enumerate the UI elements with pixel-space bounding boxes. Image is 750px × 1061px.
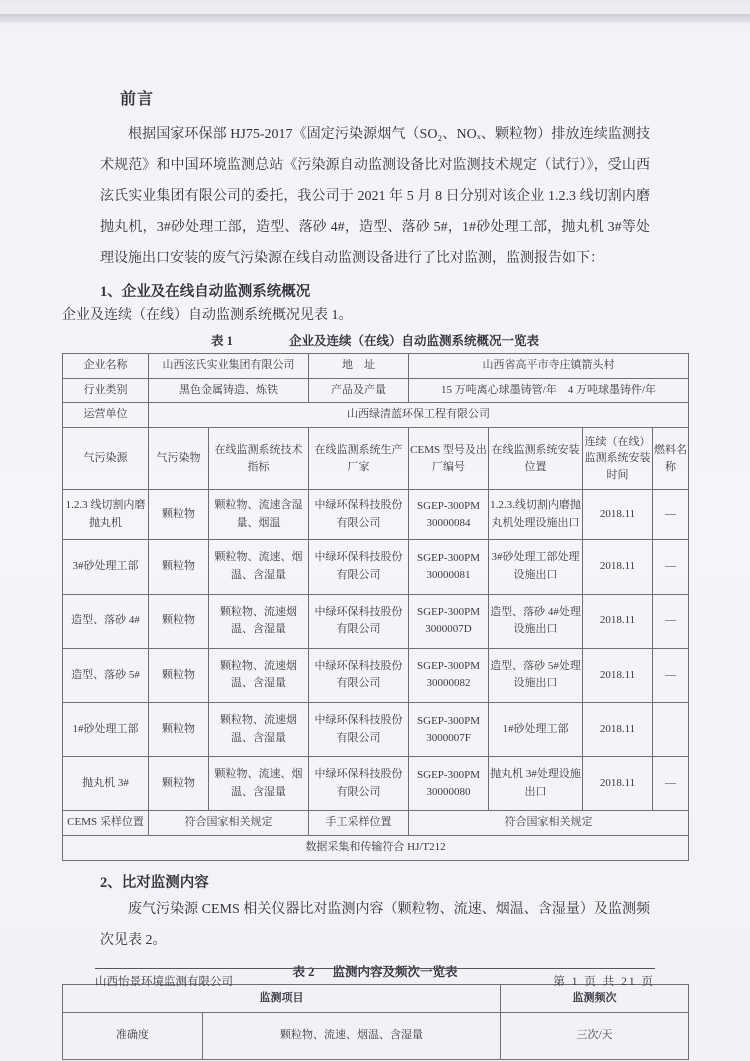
cell-fuel: — [653, 594, 689, 648]
cell-indicators: 颗粒物、流速烟温、含湿量 [209, 594, 309, 648]
cell-install-time: 2018.11 [583, 648, 653, 702]
cell-fuel: — [653, 757, 689, 811]
cell-indicators: 颗粒物、流速、烟温、含湿量 [209, 540, 309, 594]
cell-manufacturer: 中绿环保科技股份有限公司 [309, 757, 409, 811]
cell-install-time: 2018.11 [583, 594, 653, 648]
cell-items: 颗粒物、流速、烟温、含湿量 [203, 1013, 501, 1060]
table-row [63, 1013, 689, 1060]
column-header: 在线监测系统生产厂家 [309, 427, 409, 490]
preface-title: 前言 [120, 91, 155, 108]
section2-title: 2、比对监测内容 [100, 874, 209, 891]
row-label: 手工采样位置 [309, 811, 409, 836]
table-row [63, 757, 689, 811]
table1-caption-label: 表 1 [211, 334, 233, 348]
cell-location: 1#砂处理工部 [489, 703, 583, 757]
column-header: 气污染物 [149, 427, 209, 490]
cell-pollutant: 颗粒物 [149, 703, 209, 757]
table1-caption [62, 331, 688, 349]
row-label: 产品及产量 [309, 378, 409, 403]
table2-caption-text: 监测内容及频次一览表 [332, 964, 458, 979]
table-row [63, 594, 689, 648]
cell-install-time: 2018.11 [583, 540, 653, 594]
cell-fuel: — [653, 648, 689, 702]
cell-enterprise-name: 山西泫氏实业集团有限公司 [149, 354, 309, 379]
cell-install-time: 2018.11 [583, 757, 653, 811]
column-header: 气污染源 [63, 427, 149, 490]
table-monitoring-content [62, 984, 689, 1060]
cell-indicators: 颗粒物、流速烟温、含湿量 [209, 648, 309, 702]
section2-text: 废气污染源 CEMS 相关仪器比对监测内容（颗粒物、流速、烟温、含湿量）及监测频次见表 2。 [100, 901, 650, 948]
cell-model: SGEP-300PM [417, 768, 480, 781]
cell-address: 山西省高平市寺庄镇箭头村 [409, 354, 689, 379]
scan-edge-artifact [0, 14, 750, 23]
cell-frequency: 三次/天 [501, 1013, 689, 1060]
cell-model: SGEP-300PM [417, 660, 480, 673]
cell-pollutant: 颗粒物 [149, 540, 209, 594]
cell-serial: 3000007F [426, 731, 471, 744]
cell-fuel: — [653, 490, 689, 540]
cell-install-time: 2018.11 [583, 490, 653, 540]
cell-indicators: 颗粒物、流速、烟温、含湿量 [209, 757, 309, 811]
cell-model: SGEP-300PM [417, 606, 480, 619]
cell-pollutant: 颗粒物 [149, 648, 209, 702]
row-label: CEMS 采样位置 [63, 811, 149, 836]
cell-manufacturer: 中绿环保科技股份有限公司 [309, 540, 409, 594]
cell-pollutant: 颗粒物 [149, 594, 209, 648]
cell-model-serial [409, 648, 489, 702]
cell-indicators: 颗粒物、流速烟温、含湿量 [209, 703, 309, 757]
row-label: 地 址 [309, 354, 409, 379]
section1-intro: 企业及连续（在线）自动监测系统概况见表 1。 [62, 308, 353, 323]
cell-manufacturer: 中绿环保科技股份有限公司 [309, 490, 409, 540]
cell-cems-compliance: 符合国家相关规定 [149, 811, 309, 836]
column-header-project: 监测项目 [63, 984, 501, 1013]
cell-model-serial [409, 490, 489, 540]
cell-serial: 30000080 [426, 785, 471, 798]
table-row [63, 490, 689, 540]
table-row [63, 648, 689, 702]
table-row-data-transfer [63, 836, 689, 861]
page-footer [95, 968, 655, 989]
cell-location: 抛丸机 3#处理设施出口 [489, 757, 583, 811]
table1-caption-text: 企业及连续（在线）自动监测系统概况一览表 [288, 334, 539, 348]
cell-source: 抛丸机 3# [63, 757, 149, 811]
cell-serial: 3000007D [425, 623, 472, 636]
column-header: 连续（在线）监测系统安装时间 [583, 427, 653, 490]
cell-source: 造型、落砂 4# [63, 594, 149, 648]
column-header: 燃料名称 [653, 427, 689, 490]
cell-indicators: 颗粒物、流速含湿量、烟温 [209, 490, 309, 540]
cell-source: 1.2.3 线切割内磨抛丸机 [63, 490, 149, 540]
section1-title: 1、企业及在线自动监测系统概况 [100, 284, 311, 300]
cell-category: 准确度 [63, 1013, 203, 1060]
row-label: 企业名称 [63, 354, 149, 379]
cell-products: 15 万吨离心球墨铸管/年 4 万吨球墨铸件/年 [409, 378, 689, 403]
row-label: 运营单位 [63, 403, 149, 428]
preface-paragraph: 根据国家环保部 HJ75-2017《固定污染源烟气（SO₂、NOₓ、颗粒物）排放连续监测技术规范》和中国环境监测总站《污染源自动监测设备比对监测技术规定（试行）》，受山西泫氏实业集团有限公司的委托，我公司于 2021 年 5 月 8 日分别对该企业 1.2.3 线切割内磨抛丸机，3#砂处理工部，造型、落砂 4#，造型、落砂 5#，1#砂处理工部，抛丸机 3#等处理设施出口安装的废气污染源在线自动监测设备进行了比对监测，监测报告如下： [100, 127, 650, 266]
cell-model-serial [409, 594, 489, 648]
cell-model-serial [409, 757, 489, 811]
cell-model: SGEP-300PM [417, 552, 480, 565]
table-row-industry [63, 378, 689, 403]
section2 [62, 871, 688, 1060]
cell-manufacturer: 中绿环保科技股份有限公司 [309, 703, 409, 757]
cell-location: 3#砂处理工部处理设施出口 [489, 540, 583, 594]
table-system-overview [62, 353, 689, 861]
cell-data-transfer: 数据采集和传输符合 HJ/T212 [63, 836, 689, 861]
column-header: 在线监测系统技术指标 [209, 427, 309, 490]
table-row-enterprise [63, 354, 689, 379]
column-header: 在线监测系统安装位置 [489, 427, 583, 490]
cell-pollutant: 颗粒物 [149, 490, 209, 540]
cell-industry: 黑色金属铸造、炼铁 [149, 378, 309, 403]
table2-caption-label: 表 2 [292, 964, 315, 979]
footer-company: 山西怡景环境监测有限公司 [95, 976, 233, 988]
cell-model: SGEP-300PM [417, 499, 480, 512]
cell-location: 造型、落砂 5#处理设施出口 [489, 648, 583, 702]
cell-fuel: — [653, 540, 689, 594]
cell-pollutant: 颗粒物 [149, 757, 209, 811]
footer-page-number: 第 1 页 共 21 页 [553, 976, 655, 988]
table-row-operator [63, 403, 689, 428]
cell-source: 3#砂处理工部 [63, 540, 149, 594]
column-header-frequency: 监测频次 [501, 984, 689, 1013]
cell-manufacturer: 中绿环保科技股份有限公司 [309, 648, 409, 702]
table-row [63, 540, 689, 594]
row-label: 行业类别 [63, 378, 149, 403]
cell-source: 1#砂处理工部 [63, 703, 149, 757]
cell-install-time: 2018.11 [583, 703, 653, 757]
cell-serial: 30000082 [426, 677, 471, 690]
cell-manual-compliance: 符合国家相关规定 [409, 811, 689, 836]
table-row [63, 703, 689, 757]
cell-location: 造型、落砂 4#处理设施出口 [489, 594, 583, 648]
cell-source: 造型、落砂 5# [63, 648, 149, 702]
cell-serial: 30000084 [426, 516, 471, 529]
column-header: CEMS 型号及出厂编号 [409, 427, 489, 490]
cell-serial: 30000081 [426, 569, 471, 582]
cell-manufacturer: 中绿环保科技股份有限公司 [309, 594, 409, 648]
cell-model-serial [409, 540, 489, 594]
table-row-cems-position [63, 811, 689, 836]
cell-fuel [653, 703, 689, 757]
cell-model: SGEP-300PM [417, 714, 480, 727]
cell-operator: 山西绿清蓝环保工程有限公司 [149, 403, 689, 428]
cell-model-serial [409, 703, 489, 757]
preface-section [100, 86, 650, 301]
cell-location: 1.2.3.线切割内磨抛丸机处理设施出口 [489, 490, 583, 540]
table-header-row [63, 427, 689, 490]
